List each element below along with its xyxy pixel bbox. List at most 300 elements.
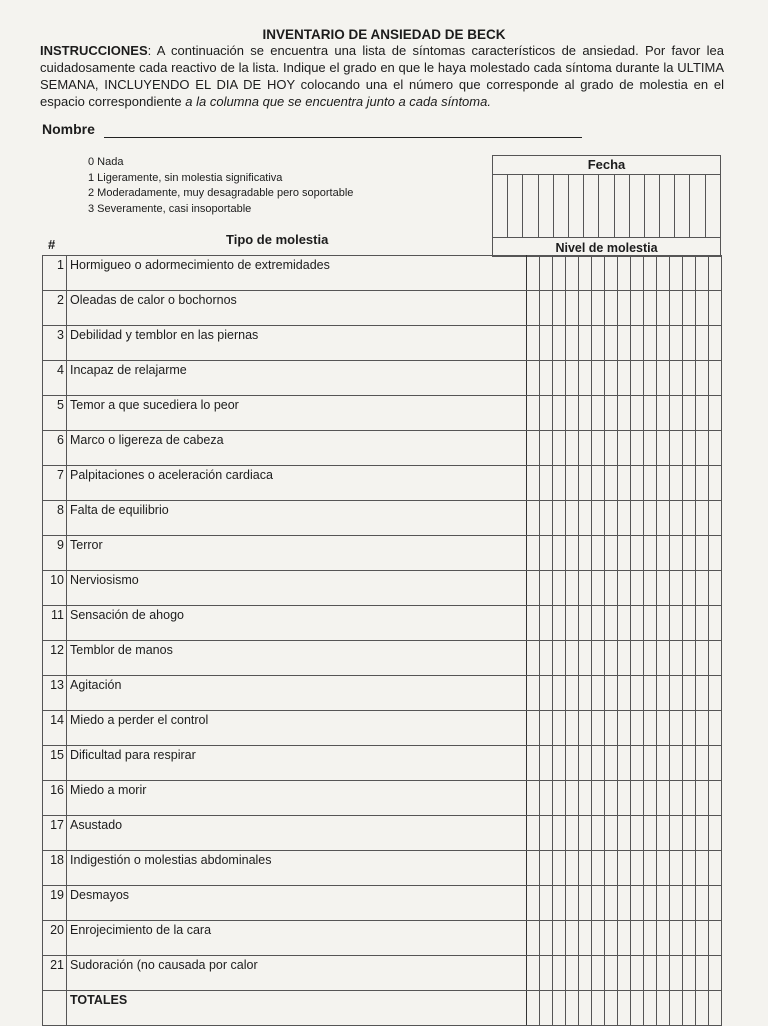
severity-cell[interactable]	[527, 781, 540, 816]
severity-cell[interactable]	[592, 326, 605, 361]
severity-cell[interactable]	[527, 711, 540, 746]
severity-cell[interactable]	[605, 571, 618, 606]
severity-cell[interactable]	[618, 956, 631, 991]
severity-cell[interactable]	[644, 466, 657, 501]
severity-cell[interactable]	[696, 781, 709, 816]
severity-cell[interactable]	[592, 886, 605, 921]
severity-cell[interactable]	[644, 396, 657, 431]
severity-cell[interactable]	[527, 291, 540, 326]
severity-cell[interactable]	[644, 746, 657, 781]
severity-cell[interactable]	[553, 466, 566, 501]
severity-cell[interactable]	[644, 501, 657, 536]
severity-cell[interactable]	[605, 921, 618, 956]
severity-cell[interactable]	[605, 256, 618, 291]
severity-cell[interactable]	[618, 816, 631, 851]
severity-cell[interactable]	[683, 256, 696, 291]
severity-cell[interactable]	[631, 781, 644, 816]
severity-cell[interactable]	[527, 956, 540, 991]
severity-cell[interactable]	[696, 851, 709, 886]
severity-cell[interactable]	[579, 466, 592, 501]
severity-cell[interactable]	[709, 781, 722, 816]
severity-cell[interactable]	[683, 641, 696, 676]
severity-cell[interactable]	[553, 326, 566, 361]
severity-cell[interactable]	[631, 256, 644, 291]
severity-cell[interactable]	[657, 606, 670, 641]
severity-cell[interactable]	[579, 956, 592, 991]
severity-cell[interactable]	[566, 291, 579, 326]
severity-cell[interactable]	[696, 501, 709, 536]
severity-cell[interactable]	[553, 256, 566, 291]
severity-cell[interactable]	[657, 571, 670, 606]
date-cell[interactable]	[675, 175, 690, 238]
total-cell[interactable]	[696, 991, 709, 1026]
severity-cell[interactable]	[657, 431, 670, 466]
severity-cell[interactable]	[644, 956, 657, 991]
total-cell[interactable]	[566, 991, 579, 1026]
severity-cell[interactable]	[670, 921, 683, 956]
severity-cell[interactable]	[540, 571, 553, 606]
severity-cell[interactable]	[592, 676, 605, 711]
severity-cell[interactable]	[553, 781, 566, 816]
severity-cell[interactable]	[670, 676, 683, 711]
severity-cell[interactable]	[709, 256, 722, 291]
severity-cell[interactable]	[592, 606, 605, 641]
severity-cell[interactable]	[657, 396, 670, 431]
severity-cell[interactable]	[540, 396, 553, 431]
severity-cell[interactable]	[670, 571, 683, 606]
severity-cell[interactable]	[618, 256, 631, 291]
date-cell[interactable]	[599, 175, 614, 238]
severity-cell[interactable]	[527, 431, 540, 466]
severity-cell[interactable]	[709, 816, 722, 851]
severity-cell[interactable]	[553, 711, 566, 746]
severity-cell[interactable]	[696, 536, 709, 571]
severity-cell[interactable]	[540, 711, 553, 746]
severity-cell[interactable]	[696, 956, 709, 991]
severity-cell[interactable]	[709, 536, 722, 571]
severity-cell[interactable]	[527, 361, 540, 396]
severity-cell[interactable]	[657, 921, 670, 956]
severity-cell[interactable]	[592, 746, 605, 781]
severity-cell[interactable]	[566, 361, 579, 396]
severity-cell[interactable]	[592, 466, 605, 501]
severity-cell[interactable]	[566, 781, 579, 816]
severity-cell[interactable]	[579, 606, 592, 641]
severity-cell[interactable]	[553, 886, 566, 921]
severity-cell[interactable]	[631, 361, 644, 396]
date-cell[interactable]	[493, 175, 508, 238]
severity-cell[interactable]	[670, 431, 683, 466]
severity-cell[interactable]	[527, 886, 540, 921]
severity-cell[interactable]	[579, 571, 592, 606]
severity-cell[interactable]	[527, 816, 540, 851]
total-cell[interactable]	[553, 991, 566, 1026]
severity-cell[interactable]	[670, 291, 683, 326]
severity-cell[interactable]	[540, 886, 553, 921]
severity-cell[interactable]	[566, 711, 579, 746]
severity-cell[interactable]	[540, 431, 553, 466]
severity-cell[interactable]	[644, 641, 657, 676]
severity-cell[interactable]	[605, 606, 618, 641]
date-cell[interactable]	[660, 175, 675, 238]
name-field-line[interactable]	[104, 137, 582, 138]
severity-cell[interactable]	[644, 711, 657, 746]
severity-cell[interactable]	[631, 326, 644, 361]
severity-cell[interactable]	[670, 606, 683, 641]
severity-cell[interactable]	[566, 396, 579, 431]
severity-cell[interactable]	[683, 361, 696, 396]
severity-cell[interactable]	[683, 676, 696, 711]
severity-cell[interactable]	[605, 746, 618, 781]
severity-cell[interactable]	[579, 536, 592, 571]
severity-cell[interactable]	[540, 501, 553, 536]
severity-cell[interactable]	[683, 536, 696, 571]
severity-cell[interactable]	[683, 431, 696, 466]
severity-cell[interactable]	[540, 956, 553, 991]
severity-cell[interactable]	[579, 676, 592, 711]
severity-cell[interactable]	[618, 536, 631, 571]
severity-cell[interactable]	[553, 571, 566, 606]
total-cell[interactable]	[709, 991, 722, 1026]
severity-cell[interactable]	[683, 886, 696, 921]
severity-cell[interactable]	[670, 466, 683, 501]
severity-cell[interactable]	[540, 641, 553, 676]
severity-cell[interactable]	[579, 326, 592, 361]
severity-cell[interactable]	[566, 746, 579, 781]
severity-cell[interactable]	[579, 921, 592, 956]
severity-cell[interactable]	[566, 606, 579, 641]
severity-cell[interactable]	[527, 851, 540, 886]
severity-cell[interactable]	[709, 851, 722, 886]
severity-cell[interactable]	[657, 886, 670, 921]
severity-cell[interactable]	[657, 256, 670, 291]
severity-cell[interactable]	[631, 816, 644, 851]
severity-cell[interactable]	[605, 501, 618, 536]
severity-cell[interactable]	[670, 396, 683, 431]
severity-cell[interactable]	[696, 361, 709, 396]
severity-cell[interactable]	[527, 676, 540, 711]
severity-cell[interactable]	[696, 886, 709, 921]
severity-cell[interactable]	[618, 851, 631, 886]
severity-cell[interactable]	[566, 536, 579, 571]
date-cell[interactable]	[538, 175, 553, 238]
severity-cell[interactable]	[618, 571, 631, 606]
severity-cell[interactable]	[592, 256, 605, 291]
severity-cell[interactable]	[540, 326, 553, 361]
severity-cell[interactable]	[696, 326, 709, 361]
severity-cell[interactable]	[605, 956, 618, 991]
date-cell[interactable]	[644, 175, 659, 238]
total-cell[interactable]	[683, 991, 696, 1026]
severity-cell[interactable]	[709, 326, 722, 361]
severity-cell[interactable]	[592, 781, 605, 816]
severity-cell[interactable]	[579, 816, 592, 851]
severity-cell[interactable]	[592, 361, 605, 396]
severity-cell[interactable]	[618, 781, 631, 816]
severity-cell[interactable]	[553, 641, 566, 676]
severity-cell[interactable]	[605, 816, 618, 851]
severity-cell[interactable]	[579, 851, 592, 886]
severity-cell[interactable]	[657, 466, 670, 501]
severity-cell[interactable]	[566, 641, 579, 676]
severity-cell[interactable]	[670, 361, 683, 396]
severity-cell[interactable]	[631, 606, 644, 641]
severity-cell[interactable]	[540, 921, 553, 956]
severity-cell[interactable]	[527, 501, 540, 536]
severity-cell[interactable]	[683, 466, 696, 501]
severity-cell[interactable]	[592, 571, 605, 606]
date-cell[interactable]	[508, 175, 523, 238]
severity-cell[interactable]	[644, 886, 657, 921]
severity-cell[interactable]	[709, 676, 722, 711]
severity-cell[interactable]	[657, 361, 670, 396]
severity-cell[interactable]	[644, 851, 657, 886]
total-cell[interactable]	[618, 991, 631, 1026]
severity-cell[interactable]	[566, 921, 579, 956]
severity-cell[interactable]	[592, 956, 605, 991]
severity-cell[interactable]	[579, 431, 592, 466]
severity-cell[interactable]	[553, 536, 566, 571]
severity-cell[interactable]	[631, 886, 644, 921]
severity-cell[interactable]	[527, 921, 540, 956]
severity-cell[interactable]	[553, 816, 566, 851]
severity-cell[interactable]	[579, 781, 592, 816]
severity-cell[interactable]	[592, 851, 605, 886]
severity-cell[interactable]	[696, 641, 709, 676]
date-cell[interactable]	[568, 175, 583, 238]
severity-cell[interactable]	[618, 326, 631, 361]
severity-cell[interactable]	[670, 326, 683, 361]
severity-cell[interactable]	[566, 571, 579, 606]
severity-cell[interactable]	[605, 431, 618, 466]
severity-cell[interactable]	[670, 886, 683, 921]
date-cell[interactable]	[705, 175, 720, 238]
severity-cell[interactable]	[566, 676, 579, 711]
severity-cell[interactable]	[657, 676, 670, 711]
severity-cell[interactable]	[683, 606, 696, 641]
severity-cell[interactable]	[683, 326, 696, 361]
date-cell[interactable]	[614, 175, 629, 238]
severity-cell[interactable]	[683, 571, 696, 606]
severity-cell[interactable]	[618, 431, 631, 466]
severity-cell[interactable]	[605, 361, 618, 396]
severity-cell[interactable]	[670, 816, 683, 851]
severity-cell[interactable]	[553, 956, 566, 991]
severity-cell[interactable]	[605, 851, 618, 886]
severity-cell[interactable]	[618, 396, 631, 431]
total-cell[interactable]	[527, 991, 540, 1026]
severity-cell[interactable]	[696, 256, 709, 291]
severity-cell[interactable]	[553, 851, 566, 886]
severity-cell[interactable]	[540, 781, 553, 816]
severity-cell[interactable]	[605, 326, 618, 361]
severity-cell[interactable]	[709, 746, 722, 781]
severity-cell[interactable]	[709, 571, 722, 606]
severity-cell[interactable]	[605, 711, 618, 746]
severity-cell[interactable]	[709, 956, 722, 991]
severity-cell[interactable]	[618, 641, 631, 676]
severity-cell[interactable]	[631, 396, 644, 431]
severity-cell[interactable]	[579, 711, 592, 746]
severity-cell[interactable]	[618, 921, 631, 956]
severity-cell[interactable]	[540, 291, 553, 326]
severity-cell[interactable]	[709, 886, 722, 921]
severity-cell[interactable]	[527, 396, 540, 431]
severity-cell[interactable]	[592, 641, 605, 676]
severity-cell[interactable]	[709, 921, 722, 956]
date-cell[interactable]	[523, 175, 538, 238]
severity-cell[interactable]	[553, 291, 566, 326]
severity-cell[interactable]	[696, 571, 709, 606]
severity-cell[interactable]	[657, 291, 670, 326]
severity-cell[interactable]	[527, 256, 540, 291]
severity-cell[interactable]	[566, 256, 579, 291]
severity-cell[interactable]	[566, 431, 579, 466]
severity-cell[interactable]	[657, 816, 670, 851]
severity-cell[interactable]	[605, 676, 618, 711]
severity-cell[interactable]	[709, 606, 722, 641]
severity-cell[interactable]	[631, 746, 644, 781]
severity-cell[interactable]	[644, 606, 657, 641]
severity-cell[interactable]	[683, 711, 696, 746]
severity-cell[interactable]	[657, 501, 670, 536]
severity-cell[interactable]	[618, 886, 631, 921]
severity-cell[interactable]	[657, 956, 670, 991]
severity-cell[interactable]	[709, 711, 722, 746]
severity-cell[interactable]	[696, 746, 709, 781]
severity-cell[interactable]	[657, 326, 670, 361]
severity-cell[interactable]	[709, 641, 722, 676]
severity-cell[interactable]	[631, 501, 644, 536]
severity-cell[interactable]	[644, 431, 657, 466]
severity-cell[interactable]	[657, 746, 670, 781]
severity-cell[interactable]	[540, 361, 553, 396]
severity-cell[interactable]	[670, 536, 683, 571]
severity-cell[interactable]	[683, 956, 696, 991]
severity-cell[interactable]	[605, 396, 618, 431]
severity-cell[interactable]	[683, 851, 696, 886]
severity-cell[interactable]	[566, 816, 579, 851]
severity-cell[interactable]	[670, 746, 683, 781]
severity-cell[interactable]	[696, 431, 709, 466]
severity-cell[interactable]	[683, 291, 696, 326]
severity-cell[interactable]	[540, 816, 553, 851]
severity-cell[interactable]	[696, 711, 709, 746]
severity-cell[interactable]	[644, 291, 657, 326]
severity-cell[interactable]	[670, 781, 683, 816]
severity-cell[interactable]	[683, 501, 696, 536]
severity-cell[interactable]	[605, 781, 618, 816]
severity-cell[interactable]	[540, 851, 553, 886]
severity-cell[interactable]	[644, 921, 657, 956]
severity-cell[interactable]	[670, 256, 683, 291]
severity-cell[interactable]	[696, 291, 709, 326]
severity-cell[interactable]	[670, 851, 683, 886]
severity-cell[interactable]	[657, 641, 670, 676]
total-cell[interactable]	[540, 991, 553, 1026]
severity-cell[interactable]	[540, 256, 553, 291]
severity-cell[interactable]	[527, 606, 540, 641]
severity-cell[interactable]	[644, 676, 657, 711]
severity-cell[interactable]	[579, 501, 592, 536]
total-cell[interactable]	[605, 991, 618, 1026]
severity-cell[interactable]	[540, 606, 553, 641]
severity-cell[interactable]	[527, 326, 540, 361]
severity-cell[interactable]	[618, 711, 631, 746]
severity-cell[interactable]	[527, 641, 540, 676]
severity-cell[interactable]	[618, 466, 631, 501]
severity-cell[interactable]	[657, 851, 670, 886]
severity-cell[interactable]	[540, 466, 553, 501]
severity-cell[interactable]	[566, 466, 579, 501]
severity-cell[interactable]	[553, 921, 566, 956]
severity-cell[interactable]	[657, 781, 670, 816]
severity-cell[interactable]	[540, 536, 553, 571]
severity-cell[interactable]	[618, 606, 631, 641]
severity-cell[interactable]	[553, 431, 566, 466]
severity-cell[interactable]	[618, 361, 631, 396]
severity-cell[interactable]	[709, 466, 722, 501]
date-cell[interactable]	[553, 175, 568, 238]
severity-cell[interactable]	[592, 396, 605, 431]
severity-cell[interactable]	[592, 921, 605, 956]
severity-cell[interactable]	[683, 396, 696, 431]
severity-cell[interactable]	[592, 816, 605, 851]
severity-cell[interactable]	[618, 746, 631, 781]
severity-cell[interactable]	[631, 641, 644, 676]
severity-cell[interactable]	[631, 571, 644, 606]
severity-cell[interactable]	[553, 361, 566, 396]
severity-cell[interactable]	[527, 466, 540, 501]
severity-cell[interactable]	[553, 606, 566, 641]
severity-cell[interactable]	[579, 641, 592, 676]
severity-cell[interactable]	[631, 956, 644, 991]
severity-cell[interactable]	[605, 536, 618, 571]
severity-cell[interactable]	[696, 816, 709, 851]
severity-cell[interactable]	[540, 746, 553, 781]
total-cell[interactable]	[579, 991, 592, 1026]
severity-cell[interactable]	[553, 676, 566, 711]
severity-cell[interactable]	[566, 326, 579, 361]
severity-cell[interactable]	[670, 501, 683, 536]
severity-cell[interactable]	[566, 501, 579, 536]
severity-cell[interactable]	[566, 956, 579, 991]
severity-cell[interactable]	[709, 501, 722, 536]
severity-cell[interactable]	[527, 746, 540, 781]
severity-cell[interactable]	[566, 851, 579, 886]
severity-cell[interactable]	[579, 746, 592, 781]
date-cell[interactable]	[690, 175, 705, 238]
severity-cell[interactable]	[592, 501, 605, 536]
severity-cell[interactable]	[696, 466, 709, 501]
severity-cell[interactable]	[631, 711, 644, 746]
severity-cell[interactable]	[657, 536, 670, 571]
severity-cell[interactable]	[670, 711, 683, 746]
severity-cell[interactable]	[618, 291, 631, 326]
severity-cell[interactable]	[709, 361, 722, 396]
severity-cell[interactable]	[605, 886, 618, 921]
severity-cell[interactable]	[631, 676, 644, 711]
severity-cell[interactable]	[709, 431, 722, 466]
severity-cell[interactable]	[605, 466, 618, 501]
severity-cell[interactable]	[553, 396, 566, 431]
severity-cell[interactable]	[670, 956, 683, 991]
total-cell[interactable]	[657, 991, 670, 1026]
severity-cell[interactable]	[709, 396, 722, 431]
severity-cell[interactable]	[696, 676, 709, 711]
severity-cell[interactable]	[696, 396, 709, 431]
severity-cell[interactable]	[579, 291, 592, 326]
